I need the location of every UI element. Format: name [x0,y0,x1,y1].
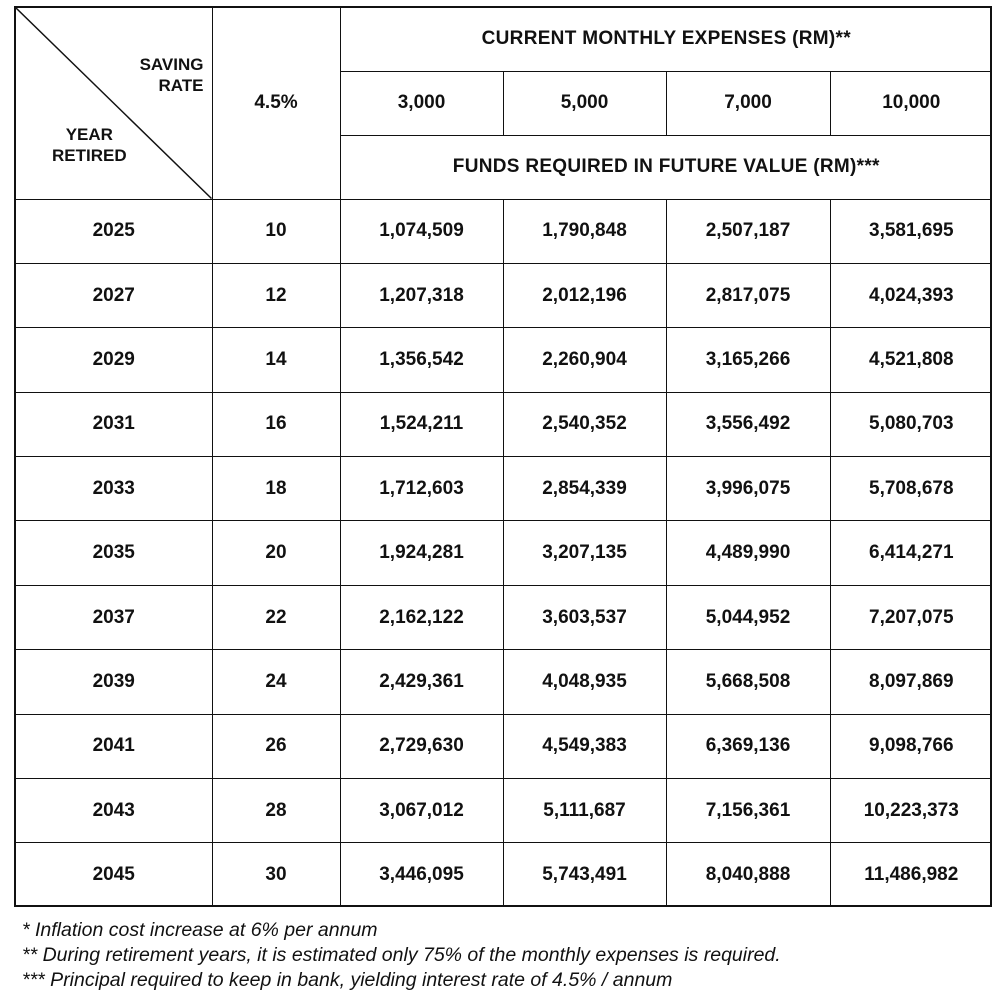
saving-rate-value: 4.5% [212,8,340,199]
expense-level-header: 5,000 [503,71,666,135]
year-retired-cell: 2025 [16,199,212,263]
funds-required-cell: 2,729,630 [340,714,503,778]
funds-required-cell: 1,074,509 [340,199,503,263]
table-row [16,714,992,778]
saving-years-cell: 14 [212,328,340,392]
current-monthly-expenses-header: CURRENT MONTHLY EXPENSES (RM)** [340,8,992,71]
funds-required-cell: 5,044,952 [666,585,830,649]
table-row [16,199,992,263]
footnote-retirement-expenses: ** During retirement years, it is estimated only 75% of the monthly expenses is required. [22,944,781,966]
saving-years-cell: 22 [212,585,340,649]
table-row [16,392,992,456]
diagonal-header-cell [16,8,212,199]
funds-required-header: FUNDS REQUIRED IN FUTURE VALUE (RM)*** [340,135,992,199]
saving-years-cell: 20 [212,521,340,585]
year-retired-cell: 2027 [16,263,212,327]
funds-required-cell: 1,524,211 [340,392,503,456]
funds-required-cell: 5,668,508 [666,650,830,714]
funds-required-cell: 3,207,135 [503,521,666,585]
funds-required-cell: 2,817,075 [666,263,830,327]
funds-required-cell: 5,080,703 [830,392,992,456]
funds-required-cell: 3,603,537 [503,585,666,649]
saving-years-cell: 26 [212,714,340,778]
funds-required-cell: 6,414,271 [830,521,992,585]
funds-required-cell: 2,260,904 [503,328,666,392]
footnotes [22,918,982,993]
year-retired-cell: 2035 [16,521,212,585]
expense-level-header: 3,000 [340,71,503,135]
saving-rate-label [140,54,204,96]
table-row [16,843,992,907]
funds-required-cell: 9,098,766 [830,714,992,778]
year-retired-label-line1: YEAR [65,125,113,144]
retirement-fund-table-frame [14,6,992,907]
funds-required-cell: 5,708,678 [830,457,992,521]
year-retired-label [52,124,127,166]
funds-required-cell: 11,486,982 [830,843,992,907]
funds-required-cell: 4,549,383 [503,714,666,778]
funds-required-cell: 10,223,373 [830,779,992,843]
diagonal-divider-line [16,8,212,199]
saving-years-cell: 18 [212,457,340,521]
funds-required-cell: 6,369,136 [666,714,830,778]
funds-required-cell: 4,048,935 [503,650,666,714]
funds-required-cell: 2,854,339 [503,457,666,521]
funds-required-cell: 2,507,187 [666,199,830,263]
year-retired-cell: 2041 [16,714,212,778]
saving-years-cell: 16 [212,392,340,456]
saving-years-cell: 24 [212,650,340,714]
funds-required-cell: 5,743,491 [503,843,666,907]
funds-required-cell: 7,207,075 [830,585,992,649]
funds-required-cell: 4,024,393 [830,263,992,327]
funds-required-cell: 2,540,352 [503,392,666,456]
year-retired-cell: 2043 [16,779,212,843]
year-retired-cell: 2033 [16,457,212,521]
table-row [16,263,992,327]
funds-required-cell: 3,996,075 [666,457,830,521]
saving-rate-label-line1: SAVING [139,55,204,74]
saving-years-cell: 12 [212,263,340,327]
table-row [16,328,992,392]
footnote-principal: *** Principal required to keep in bank, yielding interest rate of 4.5% / annum [22,969,673,991]
funds-required-cell: 1,790,848 [503,199,666,263]
saving-years-cell: 10 [212,199,340,263]
year-retired-cell: 2039 [16,650,212,714]
expense-level-header: 7,000 [666,71,830,135]
funds-required-cell: 1,924,281 [340,521,503,585]
retirement-fund-table [16,8,992,907]
saving-rate-label-line2: RATE [158,76,204,95]
footnote-inflation: * Inflation cost increase at 6% per annum [22,919,378,941]
saving-years-cell: 30 [212,843,340,907]
expense-level-header: 10,000 [830,71,992,135]
funds-required-cell: 1,207,318 [340,263,503,327]
funds-required-cell: 1,356,542 [340,328,503,392]
funds-required-cell: 5,111,687 [503,779,666,843]
funds-required-cell: 2,012,196 [503,263,666,327]
year-retired-cell: 2029 [16,328,212,392]
funds-required-cell: 2,429,361 [340,650,503,714]
year-retired-cell: 2031 [16,392,212,456]
funds-required-cell: 4,489,990 [666,521,830,585]
year-retired-cell: 2045 [16,843,212,907]
funds-required-cell: 3,165,266 [666,328,830,392]
funds-required-cell: 4,521,808 [830,328,992,392]
funds-required-cell: 8,040,888 [666,843,830,907]
year-retired-cell: 2037 [16,585,212,649]
funds-required-cell: 1,712,603 [340,457,503,521]
funds-required-cell: 3,581,695 [830,199,992,263]
table-row [16,521,992,585]
funds-required-cell: 3,067,012 [340,779,503,843]
table-row [16,457,992,521]
funds-required-cell: 3,556,492 [666,392,830,456]
funds-required-cell: 8,097,869 [830,650,992,714]
funds-required-cell: 7,156,361 [666,779,830,843]
table-row [16,650,992,714]
saving-years-cell: 28 [212,779,340,843]
funds-required-cell: 3,446,095 [340,843,503,907]
funds-required-cell: 2,162,122 [340,585,503,649]
table-row [16,779,992,843]
year-retired-label-line2: RETIRED [52,146,127,165]
table-row [16,585,992,649]
